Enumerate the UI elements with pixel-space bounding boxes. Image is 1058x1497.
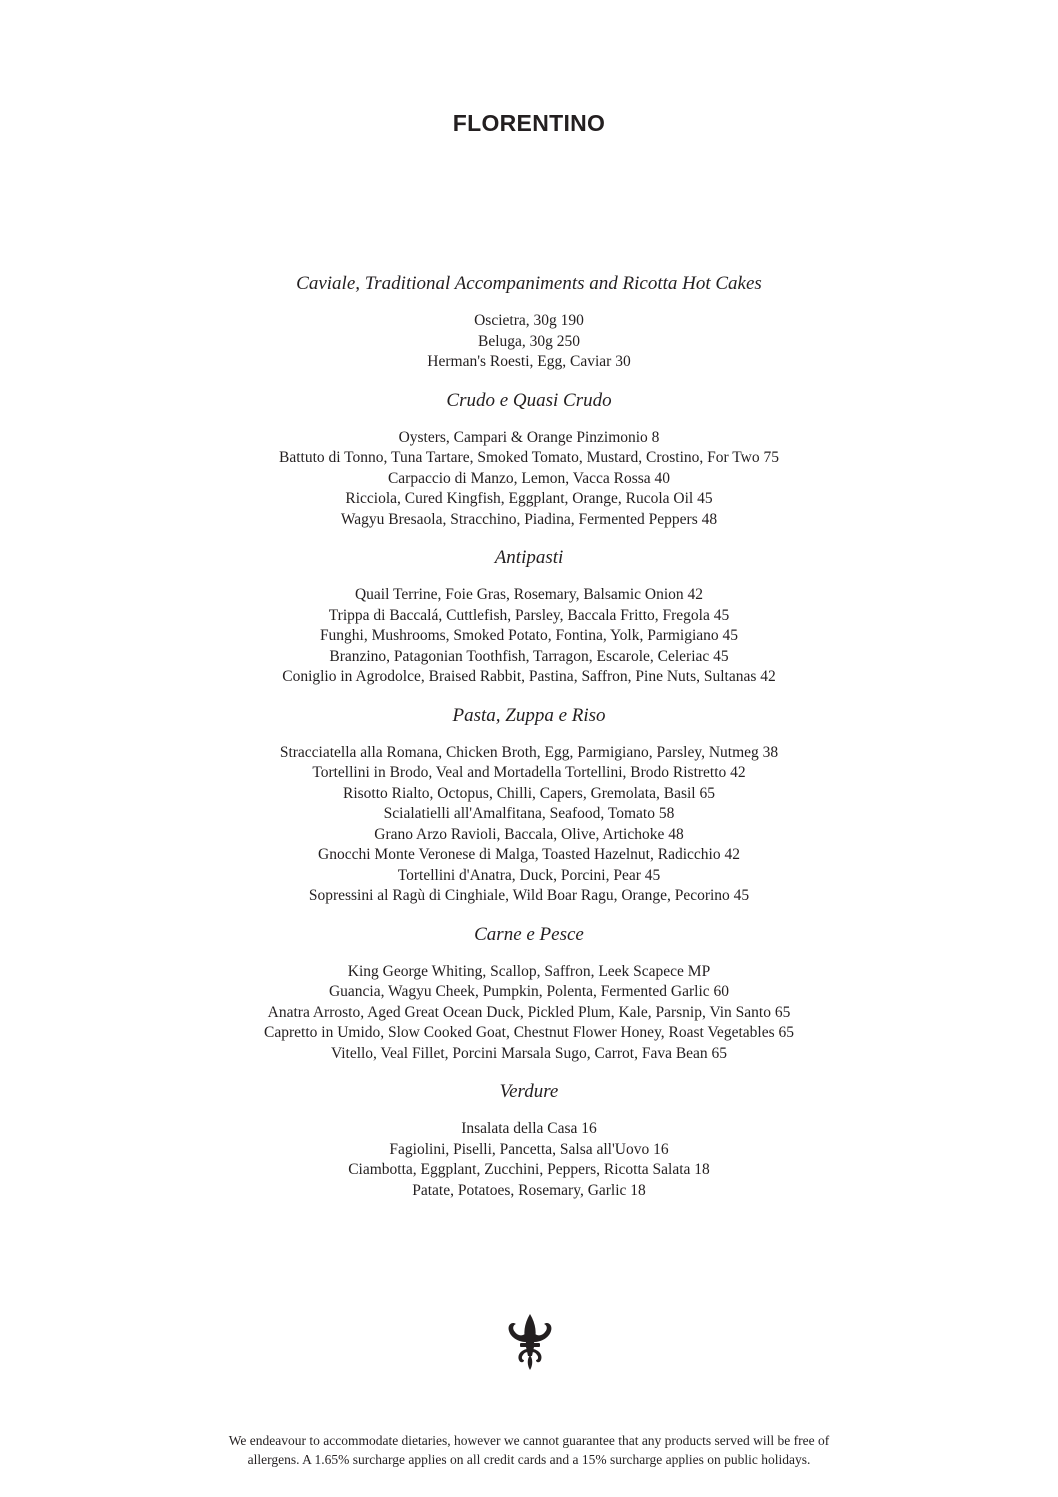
section-heading: Verdure (499, 1081, 559, 1102)
menu-item: Insalata della Casa 16 (461, 1120, 597, 1137)
menu-item: Stracciatella alla Romana, Chicken Broth, Egg, Parmigiano, Parsley, Nutmeg 38 (279, 743, 779, 761)
menu-item: Coniglio in Agrodolce, Braised Rabbit, Pastina, Saffron, Pine Nuts, Sultanas 42 (282, 668, 776, 685)
menu-section-carne (0, 921, 1058, 1065)
section-items (0, 311, 1058, 373)
section-items (0, 585, 1058, 688)
menu-item: Tortellini d'Anatra, Duck, Porcini, Pear 45 (397, 866, 661, 884)
menu-section-crudo (0, 387, 1058, 531)
menu-item: Sopressini al Ragù di Cinghiale, Wild Boar Ragu, Orange, Pecorino 45 (308, 887, 750, 904)
footer-line: We endeavour to accommodate dietaries, however we cannot guarantee that any products served will be free of (228, 1433, 830, 1448)
menu-body (0, 270, 1058, 1215)
menu-item: Guancia, Wagyu Cheek, Pumpkin, Polenta, Fermented Garlic 60 (328, 983, 730, 1000)
menu-section-pasta (0, 702, 1058, 907)
menu-item: Oysters, Campari & Orange Pinzimonio 8 (398, 428, 660, 446)
section-heading: Crudo e Quasi Crudo (446, 389, 612, 411)
menu-item: Ricciola, Cured Kingfish, Eggplant, Orange, Rucola Oil 45 (345, 490, 713, 507)
menu-item: Fagiolini, Piselli, Pancetta, Salsa all'Uovo 16 (389, 1140, 669, 1158)
menu-item: Capretto in Umido, Slow Cooked Goat, Chestnut Flower Honey, Roast Vegetables 65 (264, 1024, 794, 1041)
footer-disclaimer (0, 1431, 1058, 1469)
menu-item: Tortellini in Brodo, Veal and Mortadella Tortellini, Brodo Ristretto 42 (312, 764, 746, 781)
menu-section-caviale (0, 270, 1058, 373)
menu-item: Carpaccio di Manzo, Lemon, Vacca Rossa 40 (387, 469, 671, 487)
footer-line: allergens. A 1.65% surcharge applies on all credit cards and a 15% surcharge applies on public holidays. (247, 1452, 811, 1467)
section-items (0, 743, 1058, 907)
menu-item: Wagyu Bresaola, Stracchino, Piadina, Fermented Peppers 48 (340, 510, 718, 528)
menu-item: Grano Arzo Ravioli, Baccala, Olive, Artichoke 48 (374, 825, 684, 843)
fleur-de-lis-icon (505, 1312, 555, 1372)
menu-item: Funghi, Mushrooms, Smoked Potato, Fontina, Yolk, Parmigiano 45 (319, 627, 739, 644)
page-title: FLORENTINO (452, 110, 606, 136)
menu-item: Gnocchi Monte Veronese di Malga, Toasted Hazelnut, Radicchio 42 (318, 846, 740, 863)
menu-item: Herman's Roesti, Egg, Caviar 30 (427, 353, 631, 370)
section-heading: Pasta, Zuppa e Riso (452, 704, 606, 726)
menu-item: Trippa di Baccalá, Cuttlefish, Parsley, Baccala Fritto, Fregola 45 (328, 606, 730, 624)
menu-item: Oscietra, 30g 190 (474, 312, 584, 329)
menu-item: Battuto di Tonno, Tuna Tartare, Smoked Tomato, Mustard, Crostino, For Two 75 (279, 449, 779, 466)
menu-item: Scialatielli all'Amalfitana, Seafood, Tomato 58 (383, 805, 675, 822)
section-items (0, 1119, 1058, 1201)
section-heading: Carne e Pesce (474, 923, 584, 945)
menu-item: Ciambotta, Eggplant, Zucchini, Peppers, Ricotta Salata 18 (348, 1161, 710, 1178)
menu-item: Branzino, Patagonian Toothfish, Tarragon, Escarole, Celeriac 45 (329, 647, 729, 665)
menu-item: King George Whiting, Scallop, Saffron, Leek Scapece MP (347, 962, 711, 980)
section-items (0, 962, 1058, 1065)
menu-item: Anatra Arrosto, Aged Great Ocean Duck, Pickled Plum, Kale, Parsnip, Vin Santo 65 (267, 1003, 791, 1021)
menu-item: Risotto Rialto, Octopus, Chilli, Capers, Gremolata, Basil 65 (343, 784, 715, 802)
section-items (0, 428, 1058, 531)
menu-item: Quail Terrine, Foie Gras, Rosemary, Balsamic Onion 42 (354, 586, 704, 603)
menu-item: Vitello, Veal Fillet, Porcini Marsala Sugo, Carrot, Fava Bean 65 (330, 1044, 728, 1062)
menu-section-antipasti (0, 544, 1058, 688)
menu-item: Beluga, 30g 250 (477, 332, 581, 350)
menu-section-verdure (0, 1078, 1058, 1201)
section-heading: Caviale, Traditional Accompaniments and Ricotta Hot Cakes (296, 273, 762, 294)
section-heading: Antipasti (494, 547, 564, 568)
menu-item: Patate, Potatoes, Rosemary, Garlic 18 (412, 1181, 646, 1199)
